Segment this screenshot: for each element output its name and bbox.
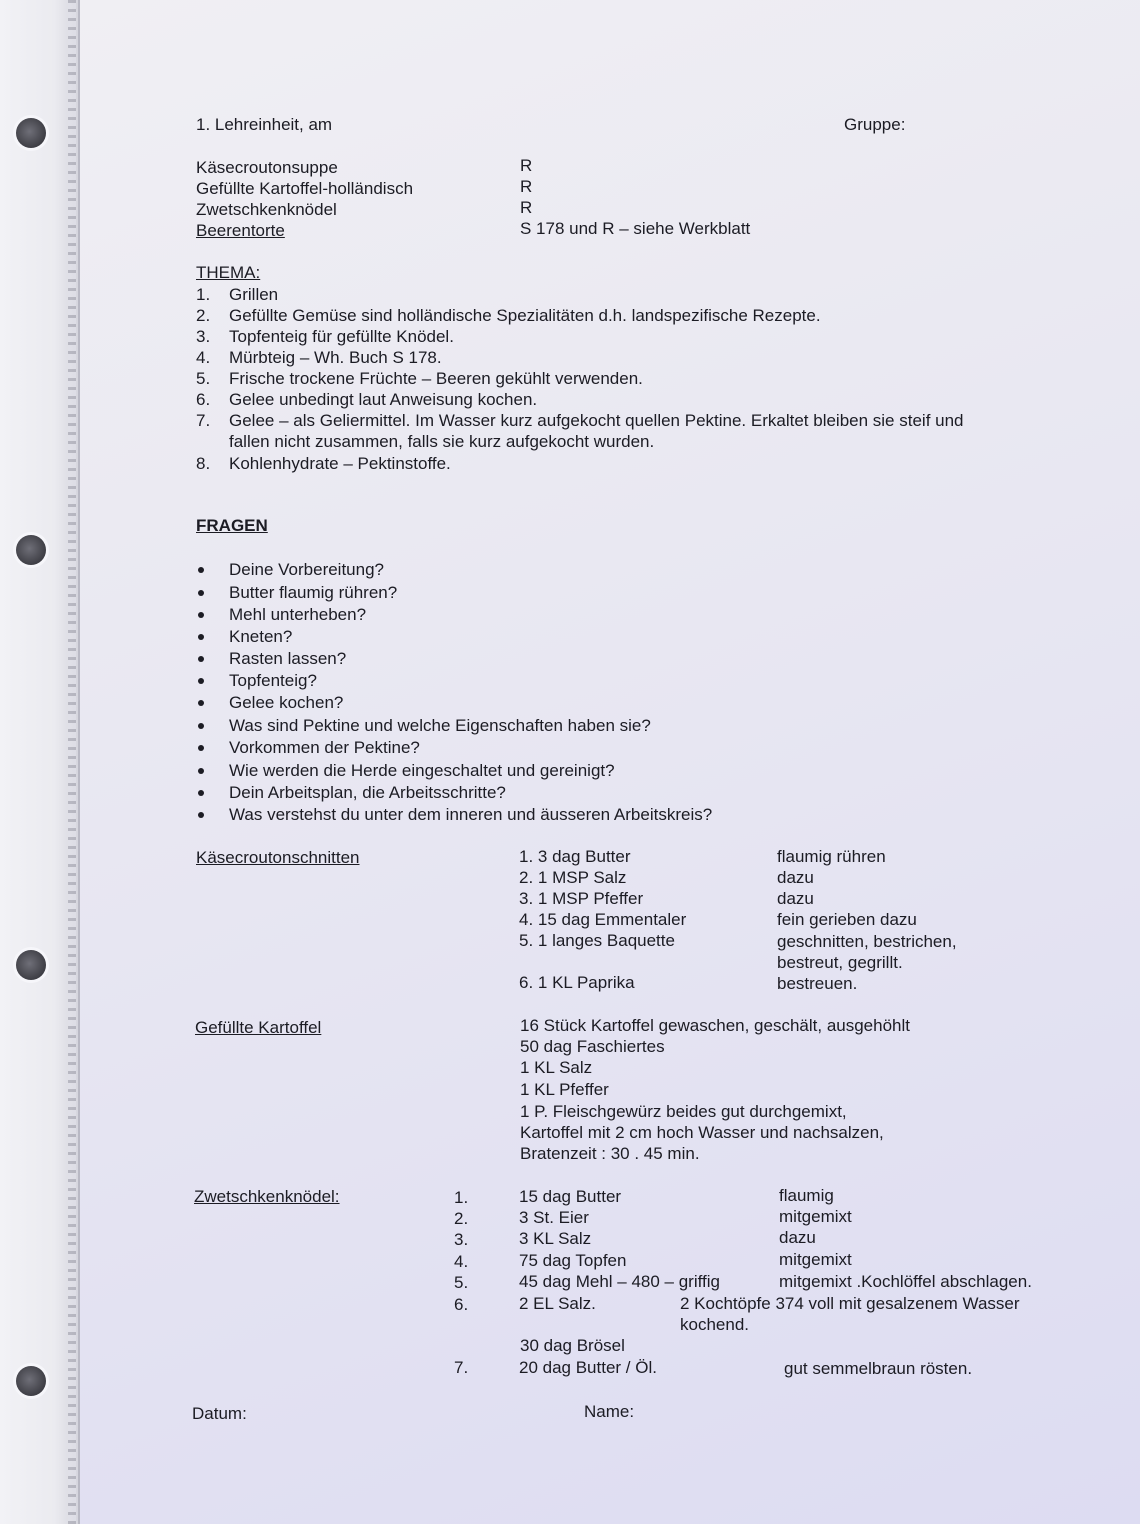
menu-ref: R: [520, 177, 533, 196]
thema-text: Kohlenhydrate – Pektinstoffe.: [229, 454, 451, 473]
ingredient: 1 P. Fleischgewürz beides gut durchgemixt,: [520, 1102, 847, 1121]
thema-num: 6.: [196, 390, 211, 409]
thema-text: Gelee unbedingt laut Anweisung kochen.: [229, 390, 538, 409]
lesson-label: 1. Lehreinheit, am: [196, 115, 333, 134]
ingredient: 3 St. Eier: [519, 1208, 589, 1227]
instruction: bestreuen.: [777, 974, 858, 993]
menu-dish: Beerentorte: [196, 221, 285, 240]
menu-dish: Käsecroutonsuppe: [196, 158, 338, 177]
ingredient: 30 dag Brösel: [520, 1336, 625, 1355]
thema-text: Grillen: [229, 285, 279, 304]
recipe-title-zwetschken: Zwetschkenknödel:: [194, 1187, 340, 1206]
question: Topfenteig?: [229, 671, 317, 690]
ingredient: 1 KL Pfeffer: [520, 1080, 609, 1099]
group-label: Gruppe:: [844, 115, 906, 134]
thema-num: 3.: [196, 327, 211, 346]
question: Vorkommen der Pektine?: [229, 738, 420, 757]
instruction: flaumig: [779, 1186, 834, 1205]
ingredient: 1 KL Salz: [520, 1058, 593, 1077]
thema-heading: THEMA:: [196, 263, 261, 282]
thema-text: fallen nicht zusammen, falls sie kurz aufgekocht wurden.: [229, 432, 655, 451]
ingredient: 50 dag Faschiertes: [520, 1037, 665, 1056]
thema-num: 7.: [196, 411, 211, 430]
ingredient: 15 dag Butter: [519, 1187, 622, 1206]
instruction: mitgemixt .Kochlöffel abschlagen.: [779, 1272, 1032, 1291]
step-number: 4.: [454, 1252, 469, 1271]
instruction: mitgemixt: [779, 1250, 852, 1269]
instruction: geschnitten, bestrichen,: [777, 932, 957, 951]
instruction: 2 Kochtöpfe 374 voll mit gesalzenem Wasser: [680, 1294, 1020, 1313]
instruction: mitgemixt: [779, 1207, 852, 1226]
bullet-icon: [198, 656, 204, 662]
bullet-icon: [198, 590, 204, 596]
instruction: Bratenzeit : 30 . 45 min.: [520, 1144, 700, 1163]
instruction: dazu: [777, 868, 814, 887]
name-label: Name:: [584, 1402, 635, 1421]
bullet-icon: [198, 567, 204, 573]
ingredient: 75 dag Topfen: [519, 1251, 627, 1270]
thema-num: 4.: [196, 348, 211, 367]
instruction: kochend.: [680, 1315, 749, 1334]
punch-hole: [16, 535, 46, 565]
question: Was sind Pektine und welche Eigenschaften haben sie?: [229, 716, 651, 735]
instruction: dazu: [777, 889, 814, 908]
thema-num: 5.: [196, 369, 211, 388]
instruction: gut semmelbraun rösten.: [784, 1359, 973, 1378]
bullet-icon: [198, 634, 204, 640]
thema-num: 1.: [196, 285, 211, 304]
menu-ref: R: [520, 156, 533, 175]
question: Deine Vorbereitung?: [229, 560, 385, 579]
thema-text: Mürbteig – Wh. Buch S 178.: [229, 348, 442, 367]
ingredient: 6. 1 KL Paprika: [519, 973, 635, 992]
menu-ref: R: [520, 198, 533, 217]
worksheet-page: [80, 0, 1140, 1524]
question: Rasten lassen?: [229, 649, 347, 668]
ingredient: 45 dag Mehl – 480 – griffig: [519, 1272, 720, 1291]
punch-hole: [16, 1366, 46, 1396]
ingredient: 2. 1 MSP Salz: [519, 868, 627, 887]
bullet-icon: [198, 612, 204, 618]
punch-hole: [16, 950, 46, 980]
instruction: Kartoffel mit 2 cm hoch Wasser und nachsalzen,: [520, 1123, 884, 1142]
ingredient: 3 KL Salz: [519, 1229, 592, 1248]
sheet-protector-perforation: [68, 0, 76, 1524]
thema-text: Gelee – als Geliermittel. Im Wasser kurz aufgekocht quellen Pektine. Erkaltet bleiben sie steif und: [229, 411, 964, 430]
question: Kneten?: [229, 627, 293, 646]
fragen-heading: FRAGEN: [196, 516, 268, 535]
thema-text: Gefüllte Gemüse sind holländische Spezialitäten d.h. landspezifische Rezepte.: [229, 306, 821, 325]
thema-num: 8.: [196, 454, 211, 473]
menu-dish: Gefüllte Kartoffel-holländisch: [196, 179, 414, 198]
bullet-icon: [198, 678, 204, 684]
instruction: flaumig rühren: [777, 847, 886, 866]
menu-ref: S 178 und R – siehe Werkblatt: [520, 219, 751, 238]
bullet-icon: [198, 768, 204, 774]
thema-text: Frische trockene Früchte – Beeren gekühlt verwenden.: [229, 369, 643, 388]
ingredient: 20 dag Butter / Öl.: [519, 1358, 657, 1377]
ingredient: 16 Stück Kartoffel gewaschen, geschält, ausgehöhlt: [520, 1016, 910, 1035]
step-number: 5.: [454, 1273, 469, 1292]
bullet-icon: [198, 700, 204, 706]
instruction: bestreut, gegrillt.: [777, 953, 903, 972]
bullet-icon: [198, 745, 204, 751]
step-number: 1.: [454, 1188, 469, 1207]
ingredient: 1. 3 dag Butter: [519, 847, 631, 866]
thema-num: 2.: [196, 306, 211, 325]
date-label: Datum:: [192, 1404, 247, 1423]
question: Wie werden die Herde eingeschaltet und gereinigt?: [229, 761, 615, 780]
bullet-icon: [198, 790, 204, 796]
question: Gelee kochen?: [229, 693, 344, 712]
step-number: 6.: [454, 1295, 469, 1314]
ingredient: 2 EL Salz.: [519, 1294, 596, 1313]
instruction: fein gerieben dazu: [777, 910, 917, 929]
ingredient: 4. 15 dag Emmentaler: [519, 910, 687, 929]
ingredient: 5. 1 langes Baquette: [519, 931, 675, 950]
punch-hole: [16, 118, 46, 148]
recipe-title-kaese: Käsecroutonschnitten: [196, 848, 360, 867]
instruction: dazu: [779, 1228, 816, 1247]
thema-text: Topfenteig für gefüllte Knödel.: [229, 327, 454, 346]
ingredient: 3. 1 MSP Pfeffer: [519, 889, 644, 908]
question: Dein Arbeitsplan, die Arbeitsschritte?: [229, 783, 506, 802]
step-number: 7.: [454, 1358, 469, 1377]
question: Butter flaumig rühren?: [229, 583, 398, 602]
step-number: 2.: [454, 1209, 469, 1228]
step-number: 3.: [454, 1230, 469, 1249]
bullet-icon: [198, 723, 204, 729]
recipe-title-kartoffel: Gefüllte Kartoffel: [195, 1018, 322, 1037]
question: Mehl unterheben?: [229, 605, 367, 624]
bullet-icon: [198, 812, 204, 818]
question: Was verstehst du unter dem inneren und äusseren Arbeitskreis?: [229, 805, 713, 824]
menu-dish: Zwetschkenknödel: [196, 200, 337, 219]
